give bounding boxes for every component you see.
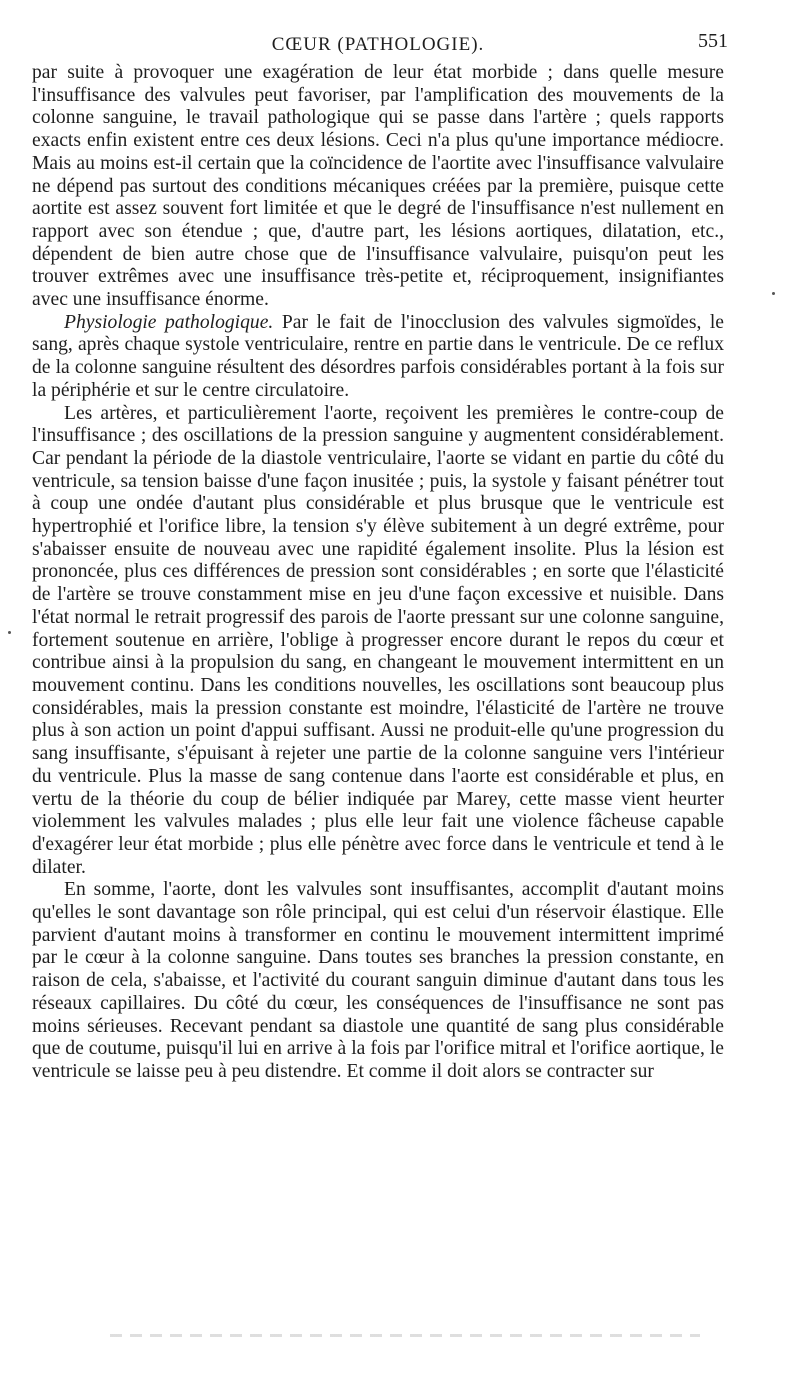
page-number: 551 [698, 30, 728, 52]
paragraph-physiologie-text: Par le fait de l'inocclusion des valvules sigmoïdes, le sang, après chaque systole ventriculaire, rentre en partie dans le ventricule. De ce reflux de la colonne sanguine résultent des désordres parfois considérables portant à la fois sur la périphérie et sur le centre circulatoire. [32, 311, 724, 401]
running-title: CŒUR (PATHOLOGIE). [271, 34, 485, 55]
margin-mark-right [772, 292, 775, 295]
page-header [28, 30, 728, 60]
paragraph-arteres: Les artères, et particulièrement l'aorte, reçoivent les premières le contre-coup de l'insuffisance ; des oscillations de la pression sanguine y augmentent considérablement. Car pendant la période de la diastole ventriculaire, l'aorte se vidant en partie du côté du ventricule, sa tension baisse d'une façon inusitée ; puis, la systole y faisant pénétrer tout à coup une ondée d'autant plus considérable et plus brusque que le ventricule est hypertrophié et l'orifice libre, la tension s'y élève subitement à un degré extrême, pour s'abaisser ensuite de nouveau avec une rapidité également insolite. Plus la lésion est prononcée, plus ces différences de pression sont considérables ; en sorte que l'élasticité de l'artère se trouve constamment mise en jeu d'une façon excessive et nuisible. Dans l'état normal le retrait progressif des parois de l'aorte pressant sur une colonne sanguine, fortement soutenue en arrière, l'oblige à progresser encore durant le repos du cœur et contribue ainsi à la propulsion du sang, en changeant le mouvement intermittent en un mouvement continu. Dans les conditions nouvelles, les oscillations sont beaucoup plus considérables, mais la pression constante est moindre, l'élasticité de l'artère ne trouve plus à son action un point d'appui suffisant. Aussi ne produit-elle qu'une progression du sang insuffisante, s'épuisant à rejeter une partie de la colonne sanguine vers l'intérieur du ventricule. Plus la masse de sang contenue dans l'aorte est considérable et plus, en vertu de la théorie du coup de bélier indiquée par Marey, cette masse vient heurter violemment les valvules malades ; plus elle leur fait une violence fâcheuse capable d'exagérer leur état morbide ; plus elle pénètre avec force dans le ventricule et tend à le dilater. [32, 402, 724, 878]
section-heading: Physiologie pathologique. [64, 311, 274, 333]
paragraph-physiologie [32, 312, 724, 403]
footer-bleed-through [110, 1334, 700, 1337]
margin-mark-left [8, 631, 11, 634]
body-text [32, 62, 724, 1084]
paragraph-continuation: par suite à provoquer une exagération de leur état morbide ; dans quelle mesure l'insuffisance des valvules peut favoriser, par l'amplification des mouvements de la colonne sanguine, le travail pathologique qui se passe dans l'artère ; quels rapports exacts enfin existent entre ces deux lésions. Ceci n'a plus qu'une importance médiocre. Mais au moins est-il certain que la coïncidence de l'aortite avec l'insuffisance valvulaire ne dépend pas surtout des conditions mécaniques créées par la première, puisque cette aortite est assez souvent fort limitée et que le degré de l'insuffisance n'est nullement en rapport avec son étendue ; que, d'autre part, les lésions aortiques, dilatation, etc., dépendent de bien autre chose que de l'insuffisance valvulaire, puisqu'on peut les trouver extrêmes avec une insuffisance très-petite et, réciproquement, insignifiantes avec une insuffisance énorme. [32, 62, 724, 311]
paragraph-en-somme: En somme, l'aorte, dont les valvules sont insuffisantes, accomplit d'autant moins qu'elles le sont davantage son rôle principal, qui est celui d'un réservoir élastique. Elle parvient d'autant moins à transformer en continu le mouvement intermittent imprimé par le cœur à la colonne sanguine. Dans toutes ses branches la pression constante, en raison de cela, s'abaisse, et l'activité du courant sanguin diminue d'autant dans tous les réseaux capillaires. Du côté du cœur, les conséquences de l'insuffisance ne sont pas moins sérieuses. Recevant pendant sa diastole une quantité de sang plus considérable que de coutume, puisqu'il lui en arrive à la fois par l'orifice mitral et l'orifice aortique, le ventricule se laisse peu à peu distendre. Et comme il doit alors se contracter sur [32, 879, 724, 1082]
